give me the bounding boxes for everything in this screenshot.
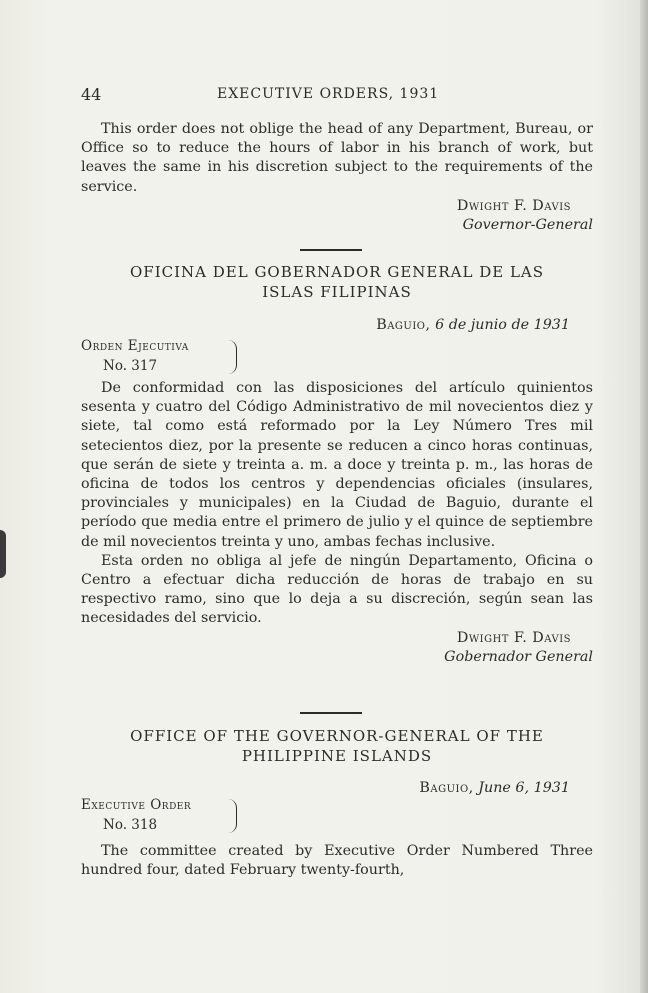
section-divider [300, 712, 362, 714]
order-318-paragraph1: The committee created by Executive Order Numbered Three hundred four, dated February twenty-fourth, [81, 843, 593, 879]
page-edge-shadow [640, 0, 648, 993]
page-number: 44 [81, 85, 102, 104]
order-318-label [81, 795, 191, 835]
order-317-paragraph1: De conformidad con las disposiciones del artículo quinientos sesenta y cuatro del Código Administrativo de mil novecientos diez y siete, tal como está reformado por la Ley Número Tres mil setecientos diez, por la presente se reducen a cinco horas continuas, que serán de siete y treinta a. m. a doce y treinta p. m., las horas de oficina de todos los centros y dependencias oficiales (insulares, provinciales y municipales) en la Ciudad de Baguio, durante el período que media entre el primero de julio y el quince de septiembre de mil novecientos treinta y uno, ambas fechas inclusive. [81, 380, 593, 550]
order-317-brace [228, 340, 237, 374]
order-317-office-line1: OFICINA DEL GOBERNADOR GENERAL DE LAS [129, 263, 545, 281]
order-318-date: June 6, 1931 [478, 780, 570, 796]
order-316-end [81, 120, 593, 235]
order-318-place: Baguio, [419, 780, 474, 796]
order-317-label [81, 336, 189, 376]
order-318-office-line1: OFFICE OF THE GOVERNOR-GENERAL OF THE [130, 727, 544, 745]
section-divider [300, 249, 362, 251]
running-head: EXECUTIVE ORDERS, 1931 [217, 86, 440, 102]
order-317-signature: Dwight F. Davis [456, 629, 571, 646]
order-318-place-date [419, 780, 570, 796]
order-317-office-line2: ISLAS FILIPINAS [262, 283, 412, 301]
order-317-paragraph2: Esta orden no obliga al jefe de ningún Departamento, Oficina o Centro a efectuar dicha reducción de horas de trabajo en su respectivo ramo, sino que lo deja a su discreción, según sean las necesidades del servicio. [81, 552, 593, 627]
order-318-brace [228, 799, 237, 833]
binding-mark [0, 530, 6, 578]
order-317-date: 6 de junio de 1931 [435, 317, 570, 333]
order-316-title: Governor-General [462, 217, 593, 234]
order-317-place-date [376, 317, 570, 333]
order-317-title: Gobernador General [444, 648, 593, 665]
order-318-office-title [81, 726, 593, 766]
order-317-place: Baguio, [376, 317, 431, 333]
order-316-signature: Dwight F. Davis [456, 197, 571, 214]
order-318-office-line2: PHILIPPINE ISLANDS [241, 747, 433, 765]
order-316-paragraph: This order does not oblige the head of any Department, Bureau, or Office so to reduce the hours of labor in his branch of work, but leaves the same in his discretion subject to the requirements of the service. [81, 121, 593, 195]
order-318-body [81, 842, 593, 880]
order-318-label-text: Executive Order [81, 797, 192, 813]
order-317-label-text: Orden Ejecutiva [81, 338, 189, 354]
order-317-number: No. 317 [103, 358, 158, 374]
order-317-body [81, 379, 593, 667]
order-317-office-title [81, 262, 593, 302]
order-318-number: No. 318 [103, 817, 158, 833]
